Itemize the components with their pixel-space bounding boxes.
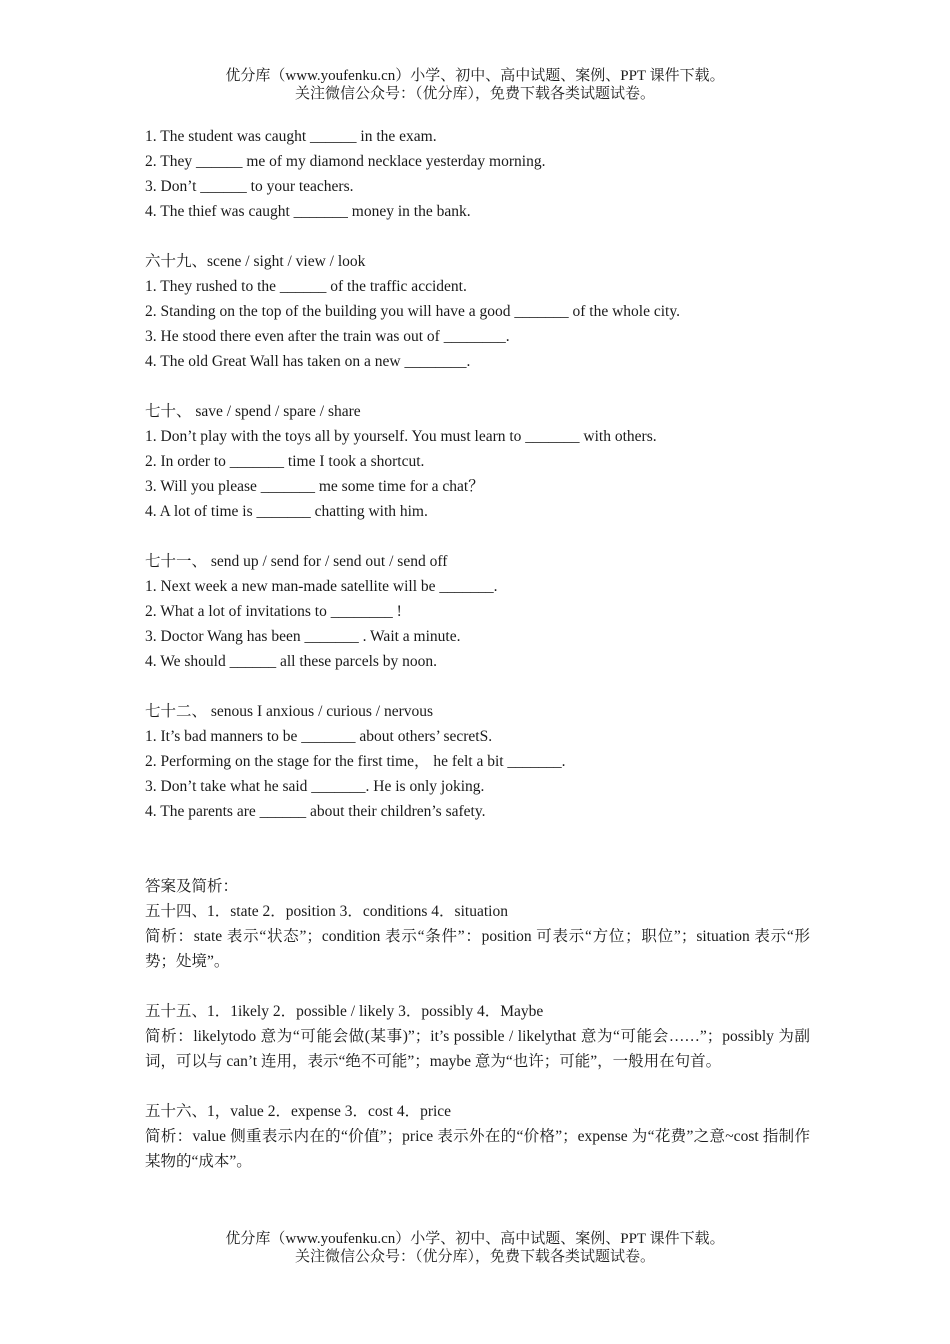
question-item: 2. Performing on the stage for the first time， he felt a bit _______. <box>145 753 566 770</box>
question-item: 1. Next week a new man-made satellite will be _______. <box>145 578 498 595</box>
question-item: 2. They ______ me of my diamond necklace yesterday morning. <box>145 153 546 170</box>
question-group-top <box>145 124 810 224</box>
section-title: 七十、 save / spend / spare / share <box>145 403 361 420</box>
section-72 <box>145 699 810 824</box>
footer-line-2: 关注微信公众号：（优分库），免费下载各类试题试卷。 <box>294 1249 655 1265</box>
analysis-paragraph: 简析：value 侧重表示内在的“价值”；price 表示外在的“价格”；expense 为“花费”之意~cost 指制作某物的“成本”。 <box>145 1128 810 1170</box>
answers-section <box>145 874 810 1174</box>
question-item: 1. They rushed to the ______ of the traffic accident. <box>145 278 467 295</box>
question-item: 3. Doctor Wang has been _______ . Wait a minute. <box>145 628 461 645</box>
page-footer <box>0 1230 950 1266</box>
answer-line: 五十四、1．state 2．position 3．conditions 4．situation <box>145 903 508 920</box>
section-title: 七十二、 senous I anxious / curious / nervous <box>145 703 434 720</box>
document-body <box>145 124 810 1174</box>
question-item: 3. He stood there even after the train was out of ________. <box>145 328 510 345</box>
analysis-paragraph: 简析：state 表示“状态”；condition 表示“条件”：position 可表示“方位；职位”；situation 表示“形势；处境”。 <box>145 928 810 970</box>
question-item: 3. Don’t ______ to your teachers. <box>145 178 354 195</box>
question-item: 3. Will you please _______ me some time for a chat？ <box>145 478 484 495</box>
question-item: 2. In order to _______ time I took a shortcut. <box>145 453 425 470</box>
question-item: 1. The student was caught ______ in the exam. <box>145 128 437 145</box>
question-item: 4. The old Great Wall has taken on a new ________. <box>145 353 471 370</box>
section-71 <box>145 549 810 674</box>
section-70 <box>145 399 810 524</box>
section-title: 六十九、scene / sight / view / look <box>145 253 366 270</box>
answer-line: 五十五、1．1ikely 2．possible / likely 3．possibly 4．Maybe <box>145 1003 544 1020</box>
header-line-1: 优分库（www.youfenku.cn）小学、初中、高中试题、案例、PPT 课件下载。 <box>225 68 725 84</box>
section-69 <box>145 249 810 374</box>
question-item: 4. The parents are ______ about their children’s safety. <box>145 803 486 820</box>
answers-heading: 答案及简析： <box>145 878 239 895</box>
question-item: 4. A lot of time is _______ chatting with him. <box>145 503 428 520</box>
footer-line-1: 优分库（www.youfenku.cn）小学、初中、高中试题、案例、PPT 课件下载。 <box>225 1231 725 1247</box>
question-item: 1. It’s bad manners to be _______ about others’ secretS. <box>145 728 493 745</box>
analysis-paragraph: 简析：likelytodo 意为“可能会做(某事)”；it’s possible / likelythat 意为“可能会……”；possibly 为副词，可以与 can’t 连用，表示“绝不可能”；maybe 意为“也许；可能”，一般用在句首。 <box>145 1028 810 1070</box>
question-item: 3. Don’t take what he said _______. He is only joking. <box>145 778 485 795</box>
question-item: 1. Don’t play with the toys all by yourself. You must learn to _______ with others. <box>145 428 657 445</box>
section-title: 七十一、 send up / send for / send out / send off <box>145 553 448 570</box>
question-item: 2. Standing on the top of the building you will have a good _______ of the whole city. <box>145 303 680 320</box>
answer-line: 五十六、1，value 2．expense 3．cost 4．price <box>145 1103 452 1120</box>
header-line-2: 关注微信公众号：（优分库），免费下载各类试题试卷。 <box>294 86 655 102</box>
question-item: 4. We should ______ all these parcels by noon. <box>145 653 438 670</box>
question-item: 4. The thief was caught _______ money in the bank. <box>145 203 471 220</box>
page-header <box>0 67 950 103</box>
question-item: 2. What a lot of invitations to ________ ! <box>145 603 402 620</box>
